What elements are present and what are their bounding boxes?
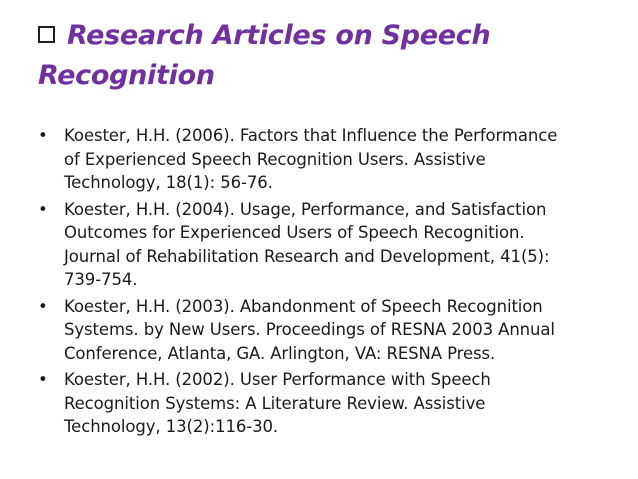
reference-text-line: Koester, H.H. (2003). Abandonment of Speech Recognition — [64, 296, 543, 316]
reference-list — [38, 124, 618, 442]
bullet-icon: • — [38, 296, 48, 316]
reference-text-line: Koester, H.H. (2004). Usage, Performance, and Satisfaction — [64, 199, 547, 219]
reference-text-line: Conference, Atlanta, GA. Arlington, VA: RESNA Press. — [64, 343, 496, 363]
reference-text-line: Koester, H.H. (2006). Factors that Influence the Performance — [64, 126, 558, 145]
reference-text-line: Koester, H.H. (2002). User Performance with Speech — [64, 370, 491, 389]
reference-text-line: Recognition Systems: A Literature Review. Assistive — [64, 393, 486, 413]
checkbox-square-icon — [38, 26, 55, 43]
reference-text-line: 739-754. — [64, 270, 138, 289]
reference-item — [38, 295, 618, 366]
reference-text-line: Journal of Rehabilitation Research and Development, 41(5): — [64, 246, 550, 266]
reference-text-line: of Experienced Speech Recognition Users. Assistive — [64, 149, 486, 169]
reference-text-line: Technology, 18(1): 56-76. — [64, 173, 273, 192]
slide-title — [38, 16, 608, 96]
reference-item — [38, 198, 618, 292]
reference-text-line: Technology, 13(2):116-30. — [64, 417, 279, 436]
reference-item — [38, 368, 618, 439]
slide-title-line2: Recognition — [38, 60, 215, 91]
bullet-icon: • — [38, 370, 48, 389]
bullet-icon: • — [38, 199, 48, 219]
bullet-icon: • — [38, 126, 48, 145]
reference-item — [38, 124, 618, 195]
reference-text-line: Systems. by New Users. Proceedings of RESNA 2003 Annual — [64, 320, 555, 339]
reference-text-line: Outcomes for Experienced Users of Speech Recognition. — [64, 223, 525, 242]
slide-title-line1: Research Articles on Speech — [67, 20, 491, 51]
